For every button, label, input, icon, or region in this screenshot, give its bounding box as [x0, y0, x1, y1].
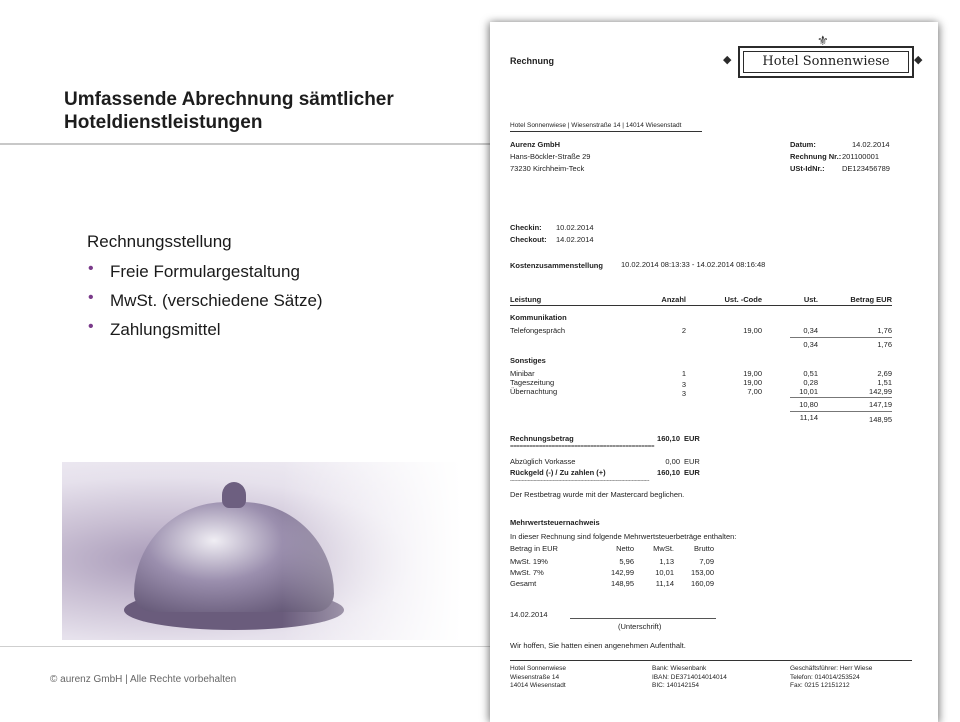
vat-row-net: 5,96: [619, 557, 634, 566]
bullet-item: [88, 289, 323, 311]
vat-row-vat: 1,13: [659, 557, 674, 566]
footer-line: Geschäftsführer: Herr Wiese: [790, 665, 873, 672]
row-vat-code: 19,00: [743, 326, 762, 335]
vat-row-vat: 11,14: [655, 579, 674, 588]
vat-id: DE123456789: [842, 164, 890, 173]
sign-date: 14.02.2014: [510, 610, 548, 619]
slide-title-line1: Umfassende Abrechnung sämtlicher: [64, 89, 394, 110]
row-vat: 0,51: [803, 369, 818, 378]
change-currency: EUR: [684, 468, 700, 477]
recipient-street: Hans-Böckler-Straße 29: [510, 152, 591, 161]
slide-title: [64, 88, 484, 134]
footer-line: Fax: 0215 12151212: [790, 682, 850, 689]
bell-knob: [222, 482, 246, 508]
row-quantity: 1: [681, 369, 686, 378]
table-header-rule: [510, 305, 892, 306]
row-amount: 2,69: [877, 369, 892, 378]
recipient-city: 73230 Kirchheim-Teck: [510, 164, 585, 173]
vat-row-label: MwSt. 7%: [510, 568, 544, 577]
vat-row-net: 148,95: [611, 579, 634, 588]
row-service: Übernachtung: [510, 387, 558, 396]
subtotal-vat: 0,34: [803, 340, 818, 349]
invoice-number: 201100001: [842, 152, 879, 161]
recipient-name: Aurenz GmbH: [510, 140, 561, 149]
bullet-text: Freie Formulargestaltung: [110, 262, 300, 281]
vat-column-header: MwSt.: [653, 544, 674, 553]
dash-separator: -----------------------------------------------------------------------------------------------: [510, 478, 650, 484]
footer-line: 14014 Wiesenstadt: [510, 682, 566, 689]
column-header: Ust. -Code: [724, 295, 762, 304]
slide-title-line2: Hoteldienstleistungen: [64, 112, 263, 133]
row-vat-code: 19,00: [743, 369, 762, 378]
amount-currency: EUR: [684, 434, 700, 443]
payment-note: Der Restbetrag wurde mit der Mastercard beglichen.: [510, 490, 685, 499]
column-header: Ust.: [803, 295, 818, 304]
row-vat-code: 19,00: [743, 378, 762, 387]
footer-line: IBAN: DE3714014014014: [652, 673, 727, 681]
bullet-icon: •: [88, 260, 94, 277]
fleur-de-lis-icon: ⚜: [817, 33, 829, 48]
footer-contact: [790, 665, 872, 691]
equals-separator: =============================================: [510, 444, 655, 450]
signature-line: [570, 618, 716, 619]
ornament-right-icon: ◆: [914, 54, 923, 66]
bullet-text: Zahlungsmittel: [110, 320, 221, 339]
row-service: Tageszeitung: [510, 378, 555, 387]
checkout-label: Checkout:: [510, 235, 547, 244]
bullet-item: [88, 260, 323, 282]
vat-row-vat: 10,01: [655, 568, 674, 577]
vat-column-header: Netto: [616, 544, 634, 553]
bullet-icon: •: [88, 318, 94, 335]
row-vat: 0,34: [803, 326, 818, 335]
vat-row-gross: 7,09: [699, 557, 714, 566]
slide-footer: © aurenz GmbH | Alle Rechte vorbehalten: [50, 674, 237, 685]
checkout-value: 14.02.2014: [556, 235, 594, 244]
row-amount: 142,99: [869, 387, 892, 396]
column-header: Leistung: [510, 295, 542, 304]
meta-label: Rechnung Nr.:: [790, 152, 842, 161]
meta-label: USt-IdNr.:: [790, 164, 825, 173]
footer-rule: [510, 660, 912, 661]
photo-fade: [282, 462, 462, 640]
row-amount: 1,51: [877, 378, 892, 387]
subtotal-rule: [790, 397, 892, 398]
bullet-text: MwSt. (verschiedene Sätze): [110, 291, 323, 310]
subtotal-vat: 10,80: [799, 400, 818, 409]
sender-line: Hotel Sonnenwiese | Wiesenstraße 14 | 14014 Wiesenstadt: [510, 122, 682, 129]
title-divider: [0, 143, 490, 145]
vat-column-header: Betrag in EUR: [510, 544, 558, 553]
invoice-date: 14.02.2014: [852, 140, 890, 149]
total-amount: 148,95: [869, 415, 892, 424]
vat-heading: Mehrwertsteuernachweis: [510, 518, 600, 527]
reception-bell-photo: [62, 462, 462, 640]
row-service: Minibar: [510, 369, 535, 378]
footer-line: BIC: 140142154: [652, 682, 699, 689]
vat-row-label: Gesamt: [510, 579, 537, 588]
hotel-logo-text: Hotel Sonnenwiese: [762, 54, 890, 69]
bullet-item: [88, 318, 323, 340]
vat-row-net: 142,99: [611, 568, 634, 577]
footer-bank: [652, 665, 727, 691]
footer-divider: [0, 646, 490, 647]
change-value: 160,10: [657, 468, 680, 477]
group-name: Kommunikation: [510, 313, 567, 322]
footer-address: [510, 665, 566, 691]
row-quantity: 3: [681, 389, 686, 398]
vat-row-gross: 153,00: [691, 568, 714, 577]
ornament-left-icon: ◆: [723, 54, 732, 66]
footer-line: Bank: Wiesenbank: [652, 665, 707, 672]
subtotal-rule: [790, 337, 892, 338]
change-label: Rückgeld (-) / Zu zahlen (+): [510, 468, 606, 477]
row-quantity: 3: [681, 380, 686, 389]
prepay-label: Abzüglich Vorkasse: [510, 457, 576, 466]
row-vat-code: 7,00: [747, 387, 762, 396]
checkin-value: 10.02.2014: [556, 223, 594, 232]
bullet-icon: •: [88, 289, 94, 306]
vat-column-header: Brutto: [693, 544, 714, 553]
cost-summary-label: Kostenzusammenstellung: [510, 261, 603, 270]
meta-label: Datum:: [790, 140, 816, 149]
vat-row-label: MwSt. 19%: [510, 557, 548, 566]
footer-line: Hotel Sonnenwiese: [510, 665, 567, 672]
sender-underline: [510, 131, 702, 132]
group-name: Sonstiges: [510, 356, 546, 365]
total-vat: 11,14: [799, 413, 818, 422]
invoice-heading: Rechnung: [510, 56, 554, 66]
prepay-value: 0,00: [665, 457, 680, 466]
amount-value: 160,10: [657, 434, 680, 443]
row-service: Telefongespräch: [510, 326, 566, 335]
row-vat: 10,01: [799, 387, 818, 396]
total-rule: [790, 411, 892, 412]
subtotal-amount: 1,76: [877, 340, 892, 349]
row-amount: 1,76: [877, 326, 892, 335]
hotel-logo: [738, 46, 914, 78]
footer-line: Wiesenstraße 14: [510, 673, 560, 681]
row-quantity: 2: [681, 326, 686, 335]
row-vat: 0,28: [803, 378, 818, 387]
amount-label: Rechnungsbetrag: [510, 434, 574, 443]
bullet-heading: Rechnungsstellung: [87, 232, 232, 251]
column-header: Betrag EUR: [850, 295, 892, 304]
signature-label: (Unterschrift): [618, 622, 662, 631]
checkin-label: Checkin:: [510, 223, 542, 232]
cost-period: 10.02.2014 08:13:33 - 14.02.2014 08:16:48: [621, 260, 766, 269]
vat-row-gross: 160,09: [691, 579, 714, 588]
bullet-list: [87, 232, 323, 349]
invoice-document: [490, 22, 938, 722]
vat-intro: In dieser Rechnung sind folgende Mehrwertsteuerbeträge enthalten:: [510, 532, 737, 541]
prepay-currency: EUR: [684, 457, 700, 466]
column-header: Anzahl: [661, 295, 686, 304]
subtotal-amount: 147,19: [869, 400, 892, 409]
closing-text: Wir hoffen, Sie hatten einen angenehmen Aufenthalt.: [510, 641, 686, 650]
footer-line: Telefon: 014014/253524: [790, 673, 860, 681]
